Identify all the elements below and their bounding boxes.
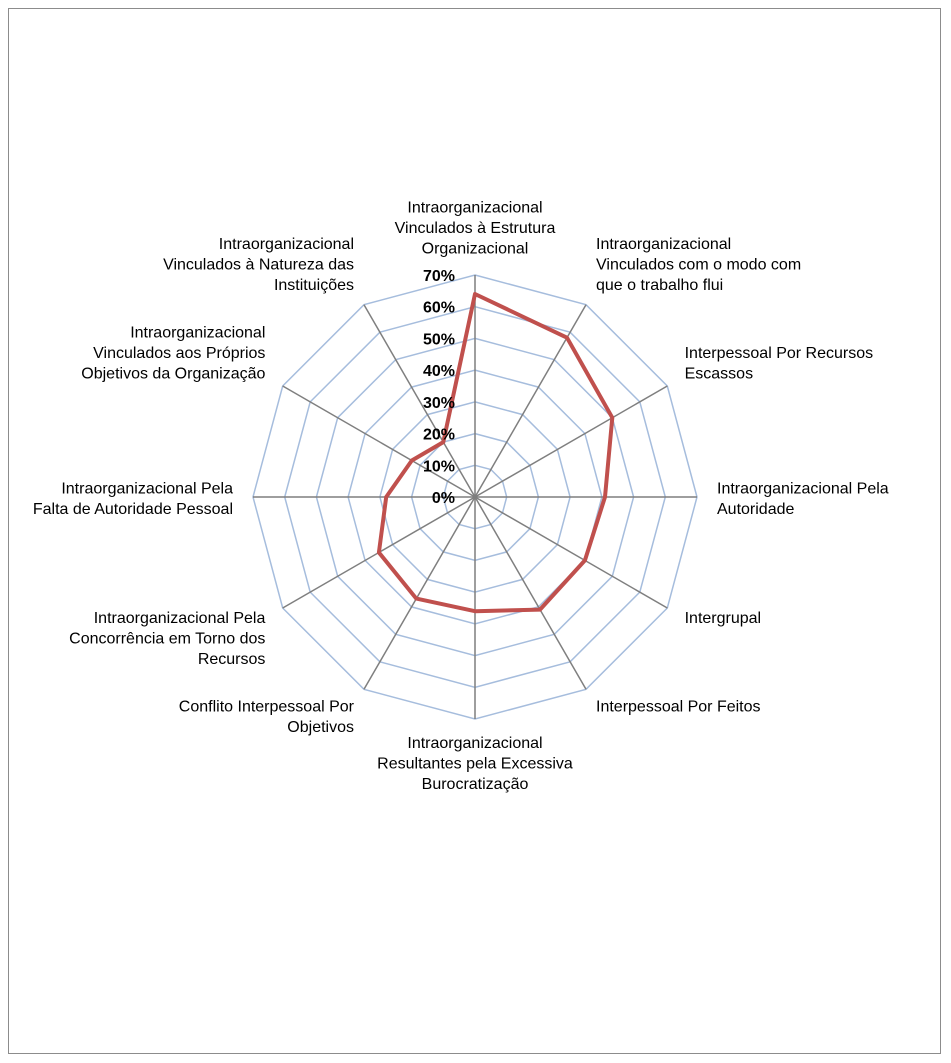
series-line-0 xyxy=(379,294,612,611)
tick-label-1: 10% xyxy=(422,458,455,476)
category-label-10 xyxy=(81,325,265,383)
category-label-line: Vinculados com o modo com xyxy=(596,256,802,274)
category-label-line: Intraorganizacional Pela xyxy=(717,480,889,498)
category-label-line: Vinculados à Natureza das xyxy=(163,256,354,274)
category-label-line: Interpessoal Por Feitos xyxy=(596,698,761,716)
category-label-1 xyxy=(596,236,801,294)
category-label-line: Organizacional xyxy=(421,240,529,258)
category-label-line: Intraorganizacional xyxy=(218,235,354,253)
tick-label-6: 60% xyxy=(422,299,455,317)
category-label-line: Intraorganizacional xyxy=(407,735,543,752)
category-label-0 xyxy=(395,200,556,258)
category-label-6 xyxy=(377,735,573,793)
category-label-line: Vinculados aos Próprios xyxy=(93,345,266,362)
tick-label-2: 20% xyxy=(422,426,455,444)
category-label-line: Objetivos da Organização xyxy=(81,365,266,383)
category-label-line: Concorrência em Torno dos xyxy=(69,630,266,648)
category-label-line: Vinculados à Estrutura xyxy=(394,220,556,237)
category-label-9 xyxy=(33,481,233,519)
tick-label-7: 70% xyxy=(422,268,455,285)
tick-label-5: 50% xyxy=(422,331,455,349)
category-label-line: Autoridade xyxy=(717,501,795,518)
category-label-line: Resultantes pela Excessiva xyxy=(377,755,573,773)
category-label-line: Falta de Autoridade Pessoal xyxy=(32,501,233,518)
category-label-line: Instituições xyxy=(273,276,354,294)
category-label-3 xyxy=(717,481,889,519)
category-label-11 xyxy=(163,236,354,294)
category-label-5 xyxy=(596,699,761,716)
category-label-line: Interpessoal Por Recursos xyxy=(684,345,874,362)
category-label-line: que o trabalho flui xyxy=(596,276,724,294)
tick-label-3: 30% xyxy=(422,394,455,412)
category-label-line: Escassos xyxy=(684,365,754,383)
category-label-line: Intraorganizacional Pela xyxy=(93,610,266,627)
category-label-line: Intraorganizacional xyxy=(407,199,543,217)
category-label-2 xyxy=(685,345,874,383)
category-label-7 xyxy=(179,699,355,737)
category-label-4 xyxy=(685,610,762,627)
radar-spokes xyxy=(253,275,697,719)
category-label-line: Conflito Interpessoal Por xyxy=(178,698,354,716)
category-label-line: Intraorganizacional Pela xyxy=(61,480,233,498)
category-label-line: Recursos xyxy=(197,651,266,668)
radar-ticks xyxy=(423,268,455,507)
category-label-line: Intraorganizacional xyxy=(596,235,732,253)
category-label-8 xyxy=(69,610,265,668)
category-label-line: Objetivos xyxy=(287,719,354,737)
category-label-line: Intraorganizacional xyxy=(130,324,266,342)
tick-label-4: 40% xyxy=(422,363,455,381)
tick-label-0: 0% xyxy=(431,490,455,507)
category-label-line: Burocratização xyxy=(421,776,529,793)
category-label-line: Intergrupal xyxy=(684,610,762,627)
